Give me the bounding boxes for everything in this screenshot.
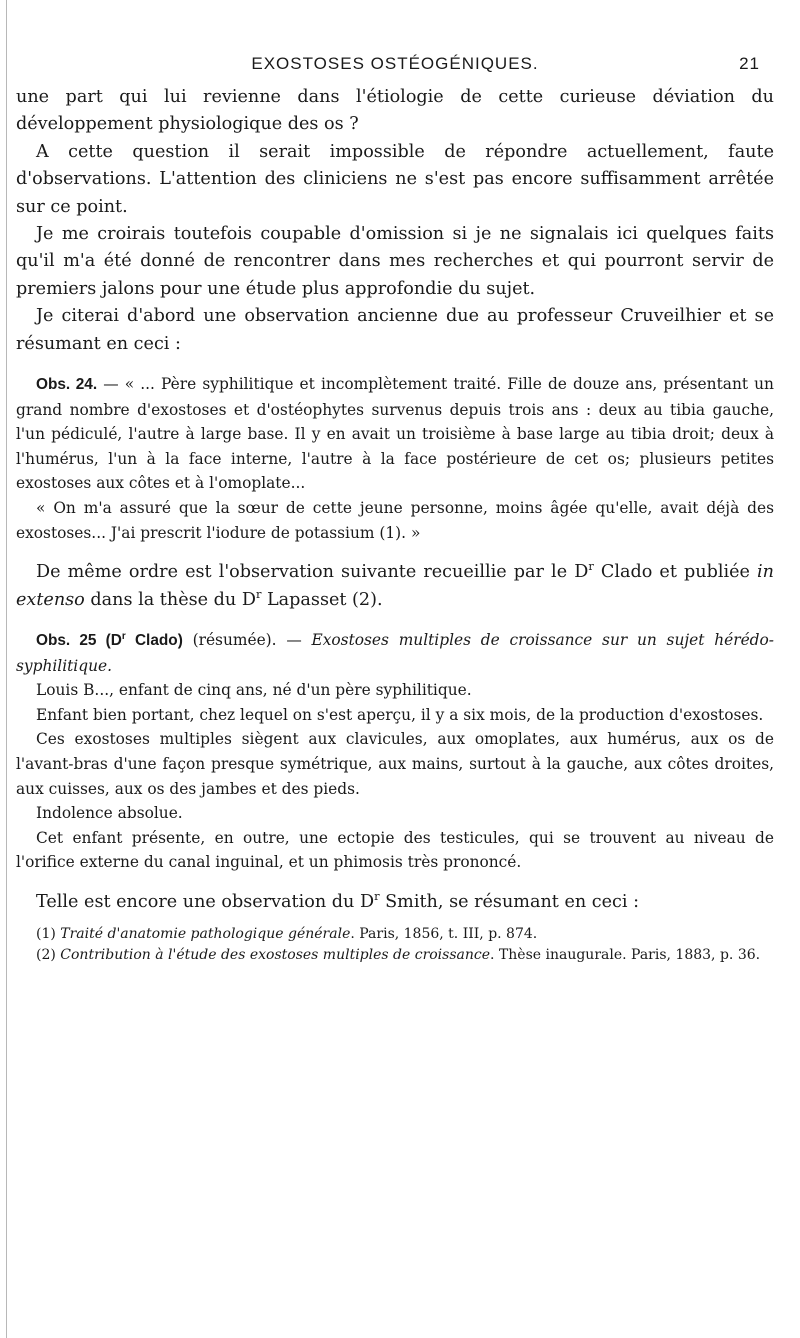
running-header: [16, 50, 774, 78]
paragraph-4: Je citerai d'abord une observation ancienne due au professeur Cruveilhier et se résumant en ceci :: [16, 306, 774, 354]
paragraph-2: A cette question il serait impossible de répondre actuellement, faute d'observations. L'attention des cliniciens ne s'est pas encore suffisamment arrêtée sur ce point.: [16, 141, 774, 217]
observation-25-line-2: Enfant bien portant, chez lequel on s'est aperçu, il y a six mois, de la production d'exostoses.: [36, 705, 764, 724]
observation-25-line-5: Cet enfant présente, en outre, une ectopie des testicules, qui se trouvent au niveau de l'orifice externe du canal inguinal, et un phimosis très prononcé.: [16, 828, 774, 872]
observation-24-quote: « On m'a assuré que la sœur de cette jeune personne, moins âgée qu'elle, avait déjà des exostoses... J'ai prescrit l'iodure de potassium (1). »: [16, 499, 774, 542]
observation-24-label: Obs. 24.: [36, 376, 98, 394]
observation-25-heading: Obs. 25 ($D^r$ Clado) (résumée). — Exostoses multiples de croissance sur un sujet hérédo-syphilitique.: [16, 630, 775, 675]
footnote-2: (2) Contribution à l'étude des exostoses multiples de croissance. Thèse inaugurale. Paris, 1883, p. 36.: [36, 947, 761, 964]
running-title: EXOSTOSES OSTÉOGÉNIQUES.: [251, 54, 539, 73]
observation-25-line-3: Ces exostoses multiples siègent aux clavicules, aux omoplates, aux humérus, aux os de l'avant-bras d'une façon presque symétrique, aux mains, surtout à la gauche, aux côtes droites, aux cuisses, aux os des jambes et des pieds.: [16, 730, 774, 798]
paragraph-3: Je me croirais toutefois coupable d'omission si je ne signalais ici quelques faits qu'il m'a été donné de rencontrer dans mes recherches et qui pourront servir de premiers jalons pour une étude plus approfondie du sujet.: [16, 224, 774, 299]
footnote-1: (1) Traité d'anatomie pathologique générale. Paris, 1856, t. III, p. 874.: [36, 926, 538, 943]
observation-25-label: Obs. 25 ($D^r$ Clado): [36, 630, 183, 650]
page-number: 21: [739, 54, 760, 73]
page-binding-edge: [6, 0, 7, 1338]
in-extenso: in extenso: [16, 562, 775, 610]
observation-24: [16, 372, 774, 496]
observation-25-line-4: Indolence absolue.: [36, 804, 183, 823]
observation-24-text: — « ... Père syphilitique et incomplètement traité. Fille de douze ans, présentant un grand nombre d'exostoses et d'ostéophytes survenus depuis trois ans : deux au tibia gauche, l'un pédiculé, l'autre à large base. Il y en avait un troisième à base large au tibia droit; deux à l'humérus, l'un à la face interne, l'autre à la face postérieure de cet os; plusieurs petites exostoses aux côtes et à l'omoplate...: [16, 375, 774, 493]
observation-25-line-1: Louis B..., enfant de cinq ans, né d'un père syphilitique.: [36, 681, 472, 700]
observation-25-title: Exostoses multiples de croissance sur un sujet hérédo-syphilitique.: [16, 631, 775, 675]
paragraph-1: une part qui lui revienne dans l'étiologie de cette curieuse déviation du développement physiologique des os ?: [16, 87, 774, 135]
paragraph-5: De même ordre est l'observation suivante recueillie par le $D^r$ Clado et publiée in extenso dans la thèse du $D^r$ Lapasset (2).: [16, 559, 775, 610]
book-page: [16, 50, 774, 966]
paragraph-6: Telle est encore une observation du $D^r$ Smith, se résumant en ceci :: [36, 889, 640, 912]
